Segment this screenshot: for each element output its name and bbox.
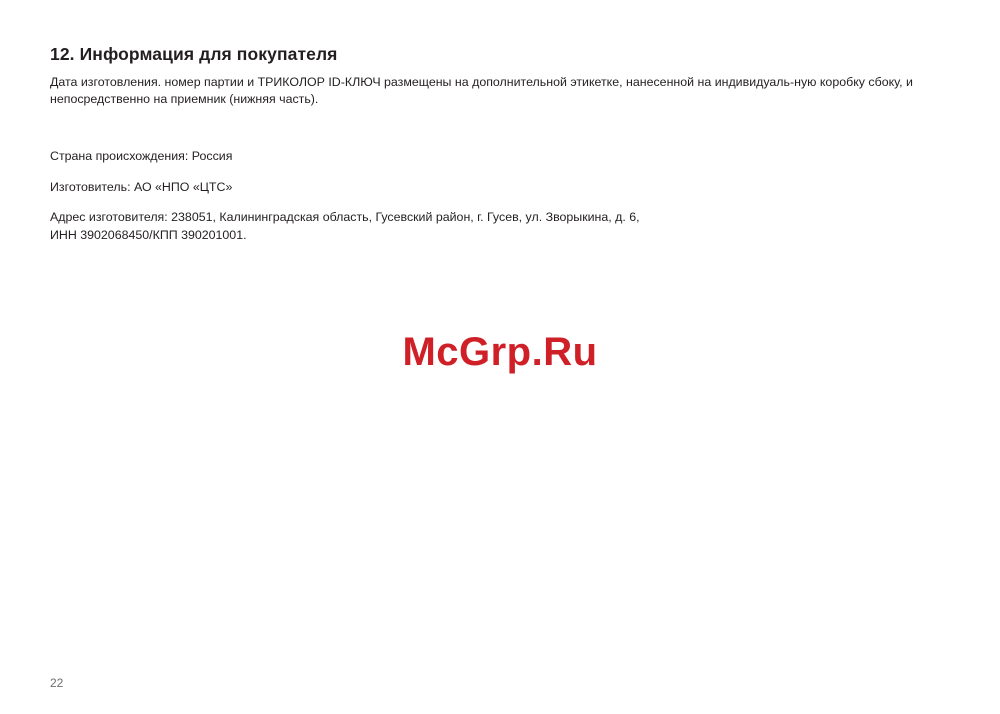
detail-address: Адрес изготовителя: 238051, Калининградская область, Гусевский район, г. Гусев, ул. Зворыкина, д. 6, bbox=[50, 210, 640, 225]
section-intro-paragraph: Дата изготовления. номер партии и ТРИКОЛОР ID-КЛЮЧ размещены на дополнительной этикетке, нанесенной на индивидуаль-ную коробку сбоку, и непосредственно на приемник (нижняя часть). bbox=[50, 75, 913, 107]
detail-manufacturer: Изготовитель: АО «НПО «ЦТС» bbox=[50, 179, 233, 194]
section-title: 12. Информация для покупателя bbox=[50, 44, 338, 64]
detail-inn-kpp: ИНН 3902068450/КПП 390201001. bbox=[50, 228, 247, 243]
page-number: 22 bbox=[50, 676, 64, 690]
page-content bbox=[50, 44, 950, 260]
detail-country: Страна происхождения: Россия bbox=[50, 149, 233, 164]
manufacturer-details bbox=[50, 150, 950, 242]
watermark-text: McGrp.Ru bbox=[402, 330, 598, 374]
